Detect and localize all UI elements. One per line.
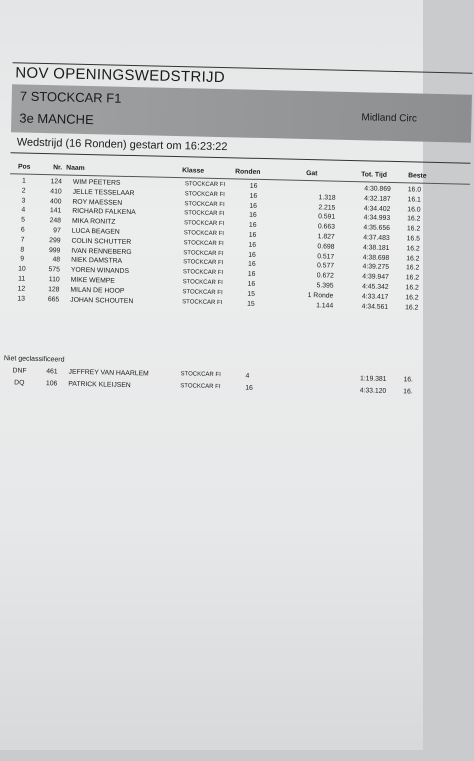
cell-tot-tijd: 4:32.187	[364, 195, 391, 203]
cell-nr: 410	[50, 187, 62, 196]
cell-gat: 0.577	[316, 262, 335, 271]
cell-ronden: 16	[245, 384, 253, 392]
race-info-rule	[11, 152, 471, 163]
cell-klasse: STOCKCAR FI	[182, 298, 223, 306]
cell-pos: 1	[21, 177, 26, 185]
cell-beste: 16.0	[407, 186, 422, 194]
cell-beste: 16.	[403, 376, 414, 384]
cell-tot-tijd: 4:39.275	[362, 263, 390, 272]
cell-klasse: STOCKCAR FI	[184, 181, 226, 189]
cell-nr: 999	[48, 246, 61, 255]
race-info: Wedstrijd (16 Ronden) gestart om 16:23:22	[16, 136, 228, 154]
cell-nr: 665	[47, 295, 60, 304]
cell-naam: RICHARD FALKENA	[72, 208, 136, 217]
cell-nr: 400	[50, 197, 62, 206]
cell-gat: 0.663	[317, 223, 336, 231]
cell-tot-tijd: 4:39.947	[362, 273, 389, 282]
cell-ronden: 16	[249, 212, 257, 220]
col-pos: Pos	[17, 163, 31, 171]
cell-pos: 9	[20, 255, 25, 264]
cell-beste: 16.2	[405, 274, 420, 282]
cell-klasse: STOCKCAR FI	[182, 289, 223, 296]
cell-ronden: 16	[248, 251, 256, 259]
cell-pos: 10	[18, 265, 26, 273]
cell-naam: NIEK DAMSTRA	[71, 257, 123, 266]
cell-tot-tijd: 4:30.869	[364, 185, 391, 193]
col-ronden: Ronden	[235, 168, 261, 176]
cell-pos: 13	[17, 295, 26, 303]
cell-beste: 16.2	[405, 294, 419, 302]
cell-pos: 7	[20, 236, 25, 244]
cell-pos: DNF	[12, 367, 27, 375]
cell-nr: 299	[49, 236, 61, 245]
not-classified-heading: Niet geclassificeerd	[3, 355, 65, 364]
cell-beste: 16.1	[407, 196, 421, 204]
cell-tot-tijd: 1:19.381	[359, 375, 387, 383]
cell-tot-tijd: 4:38.698	[362, 253, 390, 262]
cell-naam: ROY MAESSEN	[72, 198, 123, 207]
cell-beste: 16.2	[405, 303, 419, 312]
class-title: 7 STOCKCAR F1	[19, 88, 122, 106]
cell-pos: 4	[21, 206, 26, 215]
col-tot-tijd: Tot. Tijd	[361, 171, 387, 179]
cell-gat: 2.215	[318, 203, 336, 212]
cell-ronden: 16	[249, 202, 258, 210]
cell-naam: MIKE WEMPE	[70, 276, 115, 285]
cell-pos: 11	[18, 275, 26, 283]
cell-tot-tijd: 4:34.561	[361, 302, 389, 311]
cell-beste: 16.	[403, 387, 413, 395]
cell-pos: 5	[21, 216, 25, 224]
cell-pos: 3	[21, 197, 26, 205]
cell-nr: 461	[46, 368, 58, 376]
cell-gat: 0.672	[316, 272, 334, 280]
venue-label: Midland Circ	[361, 112, 418, 125]
cell-klasse: STOCKCAR FI	[182, 279, 223, 287]
cell-tot-tijd: 4:34.402	[363, 204, 391, 213]
cell-beste: 16.2	[406, 254, 420, 263]
cell-naam: MIKA RONITZ	[71, 217, 116, 226]
cell-ronden: 16	[248, 231, 257, 239]
cell-gat	[286, 184, 336, 185]
cell-klasse: STOCKCAR FI	[180, 382, 221, 390]
cell-naam: COLIN SCHUTTER	[71, 237, 132, 246]
cell-beste: 16.2	[405, 284, 419, 292]
cell-naam: PATRICK KLEIJSEN	[68, 380, 131, 389]
cell-naam: JOHAN SCHOUTEN	[70, 296, 134, 305]
cell-pos: DQ	[14, 378, 25, 387]
cell-klasse: STOCKCAR FI	[183, 240, 224, 247]
cell-naam: YOREN WINANDS	[70, 266, 130, 276]
cell-tot-tijd: 4:35.656	[363, 224, 390, 233]
cell-nr: 128	[48, 285, 60, 294]
cell-naam: JEFFREY VAN HAARLEM	[68, 368, 149, 378]
cell-pos: 12	[17, 285, 26, 293]
cell-beste: 16.2	[407, 215, 421, 223]
cell-tot-tijd: 4:38.181	[362, 244, 390, 252]
cell-ronden: 16	[247, 270, 256, 279]
cell-nr: 575	[48, 266, 60, 274]
cell-klasse: STOCKCAR FI	[184, 200, 225, 208]
cell-tot-tijd: 4:37.483	[363, 234, 390, 242]
col-klasse: Klasse	[182, 167, 205, 175]
cell-pos: 8	[20, 246, 25, 254]
cell-nr: 97	[53, 227, 61, 235]
cell-tot-tijd: 4:33.417	[361, 293, 389, 301]
cell-ronden: 16	[249, 182, 258, 190]
cell-nr: 48	[52, 256, 61, 264]
cell-ronden: 16	[248, 241, 257, 249]
cell-tot-tijd: 4:45.342	[362, 283, 389, 291]
cell-klasse: STOCKCAR FI	[183, 230, 225, 238]
cell-klasse: STOCKCAR FI	[184, 191, 225, 198]
cell-gat: 0.517	[317, 252, 335, 261]
cell-gat: 5.395	[316, 282, 334, 290]
cell-ronden: 16	[249, 192, 258, 200]
cell-tot-tijd: 4:33.120	[359, 386, 387, 395]
event-title: NOV OPENINGSWEDSTRIJD	[15, 64, 226, 87]
cell-gat	[282, 373, 332, 374]
cell-klasse: STOCKCAR FI	[183, 220, 225, 228]
manche-title: 3e MANCHE	[19, 110, 94, 128]
cell-ronden: 4	[245, 372, 250, 380]
cell-naam: IVAN RENNEBERG	[71, 247, 132, 256]
cell-klasse: STOCKCAR FI	[182, 269, 224, 277]
cell-nr: 124	[50, 178, 62, 186]
cell-gat: 0.591	[318, 213, 336, 222]
cell-tot-tijd: 4:34.993	[363, 214, 391, 223]
col-gat: Gat	[306, 169, 318, 178]
cell-beste: 16.2	[405, 264, 420, 272]
cell-gat: 1 Ronde	[307, 291, 334, 300]
cell-nr: 141	[49, 207, 62, 215]
cell-ronden: 15	[247, 290, 256, 298]
cell-ronden: 16	[247, 280, 256, 288]
cell-pos: 6	[20, 226, 25, 234]
cell-beste: 16.2	[406, 245, 420, 253]
col-beste: Beste	[408, 172, 427, 180]
cell-klasse: STOCKCAR FI	[183, 249, 224, 257]
cell-naam: LUCA BEAGEN	[71, 227, 120, 236]
cell-naam: WIM PEETERS	[72, 178, 121, 187]
cell-ronden: 16	[247, 261, 256, 269]
cell-gat: 1.318	[318, 194, 336, 202]
cell-ronden: 16	[248, 221, 257, 230]
cell-beste: 16.0	[407, 205, 421, 214]
cell-klasse: STOCKCAR FI	[184, 210, 225, 218]
cell-nr: 106	[45, 379, 58, 387]
cell-gat	[281, 385, 331, 386]
col-naam: Naam	[66, 164, 85, 172]
cell-nr: 248	[49, 217, 62, 225]
cell-gat: 0.698	[317, 243, 335, 251]
cell-beste: 16.5	[406, 235, 420, 243]
cell-klasse: STOCKCAR FI	[180, 371, 221, 379]
cell-gat: 1.827	[317, 233, 335, 241]
cell-pos: 2	[21, 187, 26, 195]
cell-klasse: STOCKCAR FI	[183, 259, 224, 267]
cell-ronden: 15	[247, 300, 255, 308]
col-nr: Nr.	[53, 164, 63, 172]
cell-nr: 110	[48, 276, 60, 284]
cell-naam: MILAN DE HOOP	[70, 286, 125, 295]
cell-naam: JELLE TESSELAAR	[72, 188, 135, 197]
cell-beste: 16.2	[406, 225, 421, 233]
cell-gat: 1.144	[316, 301, 334, 310]
